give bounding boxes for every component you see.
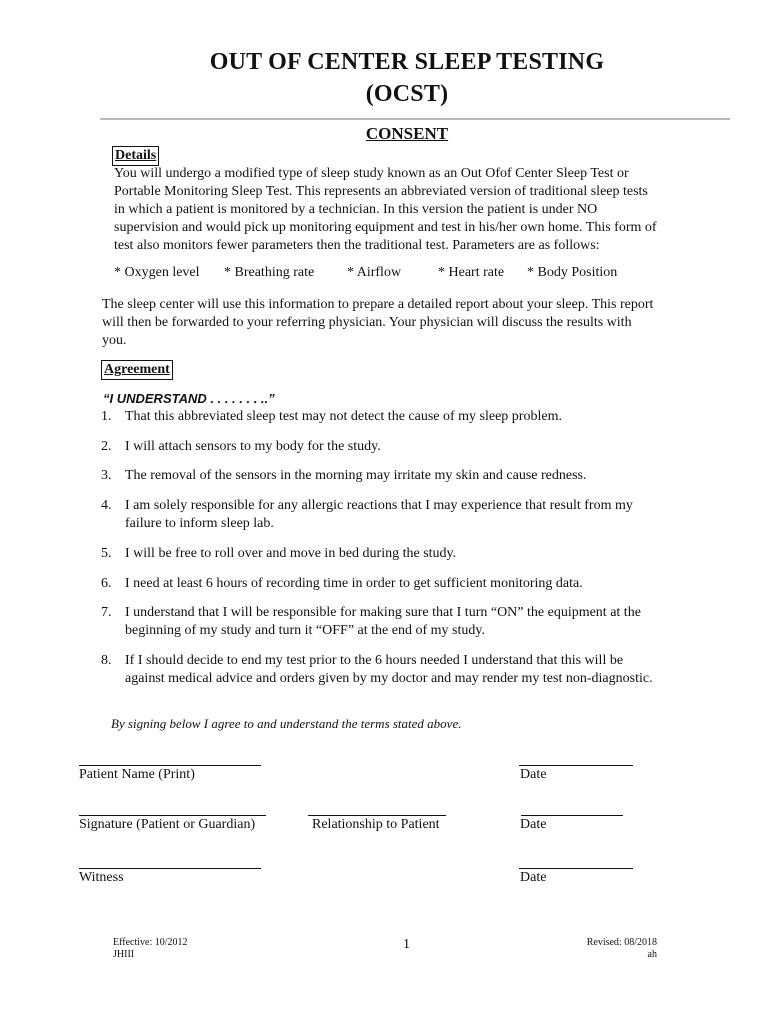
signature-line[interactable] <box>79 815 266 816</box>
footer-effective <box>113 937 188 961</box>
list-item-number: 6. <box>101 576 112 591</box>
report-line: you. <box>102 333 127 348</box>
date-line-2[interactable] <box>521 815 623 816</box>
i-understand-heading: “I UNDERSTAND . . . . . . . ..” <box>103 391 275 406</box>
list-item-number: 5. <box>101 546 112 561</box>
date-label-1: Date <box>520 767 547 782</box>
page-number: 1 <box>403 937 410 952</box>
report-paragraph <box>102 296 653 350</box>
list-item-text: I understand that I will be responsible for making sure that I turn “ON” the equipment at the <box>125 605 641 620</box>
signature-label: Signature (Patient or Guardian) <box>79 817 256 832</box>
list-item-text: against medical advice and orders given by my doctor and may render my test non-diagnostic. <box>125 671 653 686</box>
effective-date: Effective: 10/2012 <box>113 937 188 948</box>
list-item-text: If I should decide to end my test prior to the 6 hours needed I understand that this will be <box>125 653 624 668</box>
details-line: You will undergo a modified type of sleep study known as an Out Ofof Center Sleep Test or <box>114 166 629 181</box>
parameter-body-position: * Body Position <box>527 265 618 280</box>
date-line-1[interactable] <box>519 765 633 766</box>
list-item-text: beginning of my study and turn it “OFF” at the end of my study. <box>125 623 485 638</box>
agreement-label: Agreement <box>101 360 173 380</box>
parameter-breathing: * Breathing rate <box>224 265 315 280</box>
footer-revised <box>560 937 657 961</box>
date-line-3[interactable] <box>519 868 633 869</box>
consent-heading: CONSENT <box>365 124 449 143</box>
revised-initials: ah <box>647 949 657 960</box>
title-divider <box>100 118 730 120</box>
list-item-text: I am solely responsible for any allergic reactions that I may experience that result from my <box>125 498 633 513</box>
parameter-airflow: * Airflow <box>347 265 402 280</box>
list-item-number: 7. <box>101 605 112 620</box>
relationship-label: Relationship to Patient <box>312 817 440 832</box>
list-item-text: I will be free to roll over and move in bed during the study. <box>125 546 457 561</box>
document-subtitle: (OCST) <box>365 81 449 107</box>
patient-name-line[interactable] <box>79 765 261 766</box>
list-item-number: 4. <box>101 498 112 513</box>
list-item-number: 3. <box>101 468 112 483</box>
parameter-heart-rate: * Heart rate <box>438 265 505 280</box>
signing-statement: By signing below I agree to and understand the terms stated above. <box>111 716 462 731</box>
details-label: Details <box>112 146 159 166</box>
document-title: OUT OF CENTER SLEEP TESTING <box>209 49 605 75</box>
list-item-text: I need at least 6 hours of recording time in order to get sufficient monitoring data. <box>125 576 583 591</box>
revised-date: Revised: 08/2018 <box>586 937 657 948</box>
effective-initials: JHIII <box>113 949 135 960</box>
details-line: Portable Monitoring Sleep Test. This represents an abbreviated version of traditional sleep tests <box>114 184 648 199</box>
list-item-text: failure to inform sleep lab. <box>125 516 274 531</box>
list-item-text: I will attach sensors to my body for the study. <box>125 439 381 454</box>
details-line: in which a patient is monitored by a technician. In this version the patient is under NO <box>114 202 598 217</box>
list-item-number: 8. <box>101 653 112 668</box>
witness-label: Witness <box>79 870 124 885</box>
list-item-text: The removal of the sensors in the morning may irritate my skin and cause redness. <box>125 468 587 483</box>
report-line: will then be forwarded to your referring physician. Your physician will discuss the results with <box>102 315 632 330</box>
list-item-number: 1. <box>101 409 112 424</box>
witness-line[interactable] <box>79 868 261 869</box>
patient-name-label: Patient Name (Print) <box>79 767 195 782</box>
list-item-number: 2. <box>101 439 112 454</box>
parameter-oxygen: * Oxygen level <box>114 265 200 280</box>
details-line: supervision and would pick up monitoring equipment and test in his/her own home. This form of <box>114 220 657 235</box>
report-line: The sleep center will use this information to prepare a detailed report about your sleep. This report <box>102 297 654 312</box>
relationship-line[interactable] <box>308 815 446 816</box>
details-line: test also monitors fewer parameters then the traditional test. Parameters are as follows: <box>114 238 600 253</box>
details-paragraph <box>114 165 657 255</box>
date-label-3: Date <box>520 870 547 885</box>
date-label-2: Date <box>520 817 547 832</box>
list-item-text: That this abbreviated sleep test may not detect the cause of my sleep problem. <box>125 409 562 424</box>
